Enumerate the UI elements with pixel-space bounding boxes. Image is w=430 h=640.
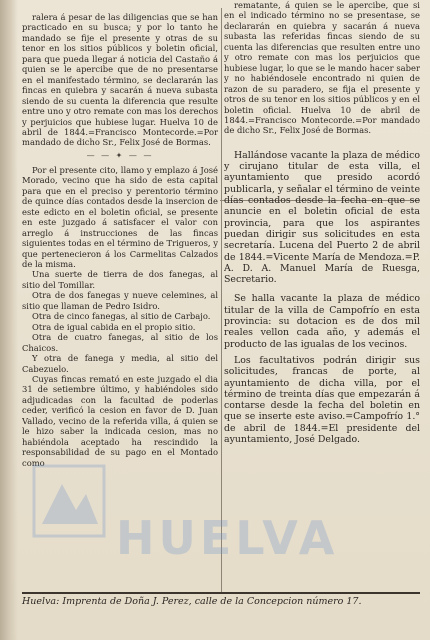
right-paragraph-4: Los facultativos podrán dirigir sus solicitudes, francas de porte, al ayuntamiento de dicha villa, por el término de treinta días que empezarán á contarse desde la fecha del boletin en que se inserte este aviso.=Campofrío 1.° de abril de 1844.=El presidente del ayuntamiento, José Delgado. [224, 354, 420, 446]
left-paragraph-1: ralera á pesar de las diligencias que se han practicado en su busca; y por lo tanto he mandado se fije el presente y otras de su tenor en los sitios públicos y boletin oficial, para que pueda llegar á noticia del Castaño á quien se le apercibe que de no presentarse en el manifestado término, se declararán las fincas en quiebra y sacarán á nueva subasta siendo de su cuenta la diferencia que resulte entre uno y otro remate con mas los derechos y perjuicios que hubiese lugar. Huelva 10 de abril de 1844.=Francisco Montecorde.=Por mandado de dicho Sr., Felix José de Bormas. [22, 12, 218, 148]
column-divider [221, 8, 222, 593]
page-fold-shadow [0, 0, 18, 640]
right-paragraph-1: rematante, á quien se le apercibe, que si en el indicado término no se presentase, se declararán en quiebra y sacarán á nueva subasta las referidas fincas siendo de su cuenta las diferencias que resulten entre uno y otro remate con mas los perjuicios que hubiese lugar, lo que se le mando hacer saber y no habiéndosele encontrado ni quien de razon de su paradero, se fija el presente y otros de su tenor en los sitios públicos y en el boletin oficial. Huelva 10 de abril de 1844.=Francisco Montecorde.=Por mandado de dicho Sr., Felix José de Bormas. [224, 0, 420, 136]
list-item: Otra de dos fanegas y nueve celemines, al sitio que llaman de Pedro Isidro. [22, 290, 218, 311]
list-item: Una suerte de tierra de dos fanegas, al sitio del Tomillar. [22, 269, 218, 290]
imprint-footer: Huelva: Imprenta de Doña J. Perez, calle de la Concepcion número 17. [22, 596, 362, 607]
list-item: Otra de cuatro fanegas, al sitio de los Chaicos. [22, 332, 218, 353]
right-column [224, 0, 420, 590]
right-paragraph-3: Se halla vacante la plaza de médico titular de la villa de Campofrío en esta provincia: su dotacion es de dos mil reales vellon cada año, y además el producto de las igualas de los vecinos. [224, 293, 420, 350]
left-column [22, 0, 218, 590]
list-item: Y otra de fanega y media, al sitio del Cabezuelo. [22, 353, 218, 374]
left-paragraph-3: Cuyas fincas remató en este juzgado el dia 31 de setiembre último, y habiéndoles sido adjudicadas con la facultad de poderlas ceder, verificó la cesion en favor de D. Juan Vallado, vecino de la referida villa, á quien se le hizo saber la indicada cesion, mas no habiéndola aceptado ha rescindido la responsabilidad de su pago en el Montado como [22, 373, 218, 468]
watermark-text: HUELVA [116, 511, 339, 565]
list-item: Otra de cinco fanegas, al sitio de Carbajo. [32, 311, 211, 322]
right-paragraph-2: Hallándose vacante la plaza de médico y cirujano titular de esta villa, el ayuntamiento que presido acordó publicarla, y señalar el término de veinte días contados desde la fecha en que se anuncie en el boletin oficial de esta provincia, para que los aspirantes puedan dirigir sus solicitudes en esta secretaría. Lucena del Puerto 2 de abril de 1844.=Vicente María de Mendoza.=P. A. D. A. Manuel María de Ruesga, Secretario. [224, 149, 420, 286]
left-paragraph-2: Por el presente cito, llamo y emplazo á José Morado, vecino que ha sido de esta capital para que en el preciso y perentorio término de quince días contados desde la insercion de este edicto en el boletin oficial, se presente en este juzgado á satisfacer el valor con arreglo á instrucciones de las fincas siguientes todas en el término de Trigueros, y que pertenecieron á los Carmelitas Calzados de la misma. [22, 164, 218, 269]
footer-rule [22, 592, 420, 594]
list-item: Otra de igual cabida en el propio sitio. [32, 321, 196, 332]
section-divider: — — ✦ — — [86, 150, 154, 160]
